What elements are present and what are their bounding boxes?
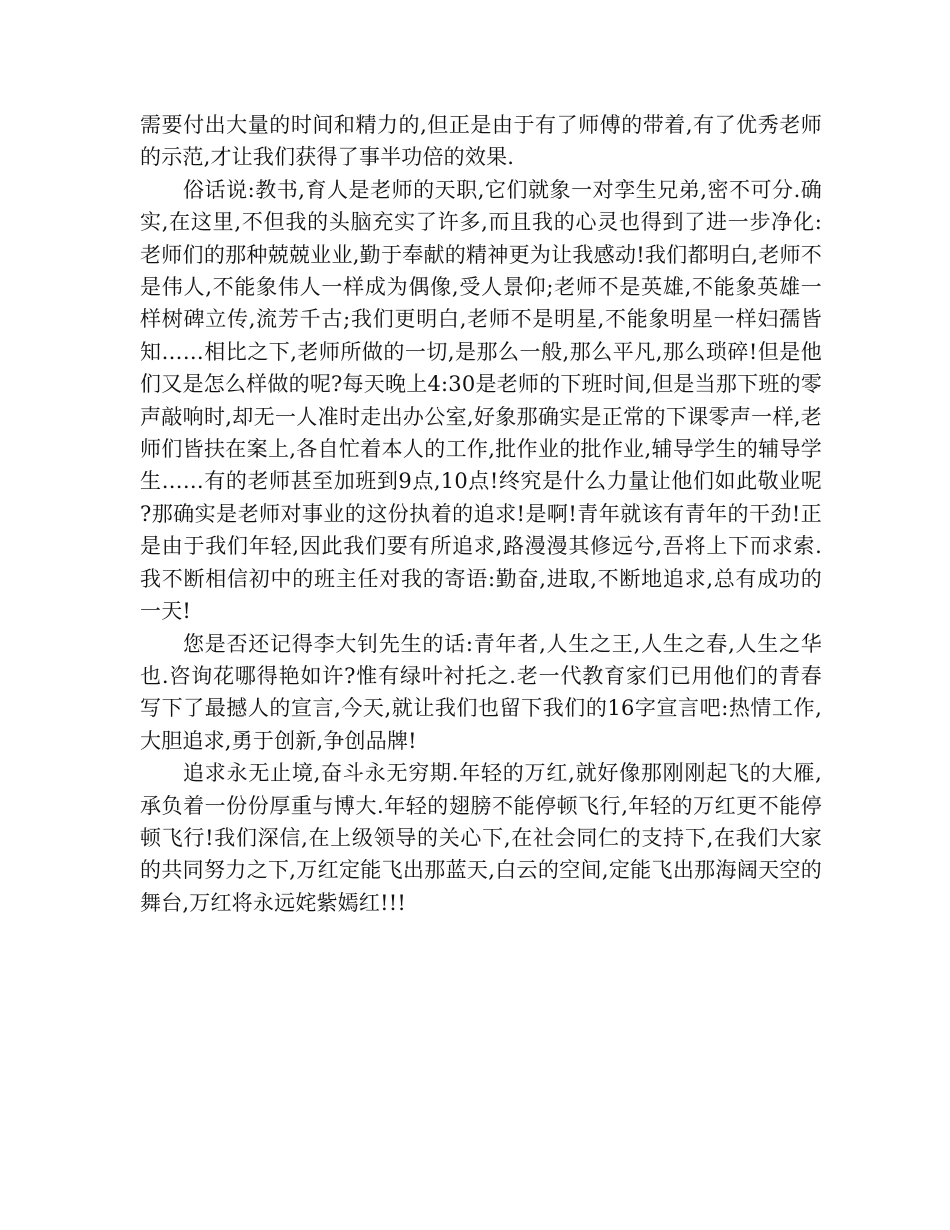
paragraph-3: 您是否还记得李大钊先生的话:青年者,人生之王,人生之春,人生之华也.咨询花哪得艳如许?惟有绿叶衬托之.老一代教育家们已用他们的青春写下了最撼人的宣言,今天,就让我们也留下我们的16字宣言吧:热情工作,大胆追求,勇于创新,争创品牌! — [140, 631, 822, 753]
paragraph-4: 追求永无止境,奋斗永无穷期.年轻的万红,就好像那刚刚起飞的大雁,承负着一份份厚重与博大.年轻的翅膀不能停顿飞行,年轻的万红更不能停顿飞行!我们深信,在上级领导的关心下,在社会同仁的支持下,在我们大家的共同努力之下,万红定能飞出那蓝天,白云的空间,定能飞出那海阔天空的舞台,万红将永远姹紫嫣红!!! — [140, 761, 822, 915]
paragraph-1: 需要付出大量的时间和精力的,但正是由于有了师傅的带着,有了优秀老师的示范,才让我们获得了事半功倍的效果. — [140, 113, 822, 170]
paragraph-2: 俗话说:教书,育人是老师的天职,它们就象一对孪生兄弟,密不可分.确实,在这里,不但我的头脑充实了许多,而且我的心灵也得到了进一步净化:老师们的那种兢兢业业,勤于奉献的精神更为让我感动!我们都明白,老师不是伟人,不能象伟人一样成为偶像,受人景仰;老师不是英雄,不能象英雄一样树碑立传,流芳千古;我们更明白,老师不是明星,不能象明星一样妇孺皆知……相比之下,老师所做的一切,是那么一般,那么平凡,那么琐碎!但是他们又是怎么样做的呢?每天晚上4:30是老师的下班时间,但是当那下班的零声敲响时,却无一人准时走出办公室,好象那确实是正常的下课零声一样,老师们皆扶在案上,各自忙着本人的工作,批作业的批作业,辅导学生的辅导学生……有的老师甚至加班到9点,10点!终究是什么力量让他们如此敬业呢?那确实是老师对事业的这份执着的追求!是啊!青年就该有青年的干劲!正是由于我们年轻,因此我们要有所追求,路漫漫其修远兮,吾将上下而求索.我不断相信初中的班主任对我的寄语:勤奋,进取,不断地追求,总有成功的一天! — [140, 177, 822, 624]
document-body — [140, 109, 822, 919]
